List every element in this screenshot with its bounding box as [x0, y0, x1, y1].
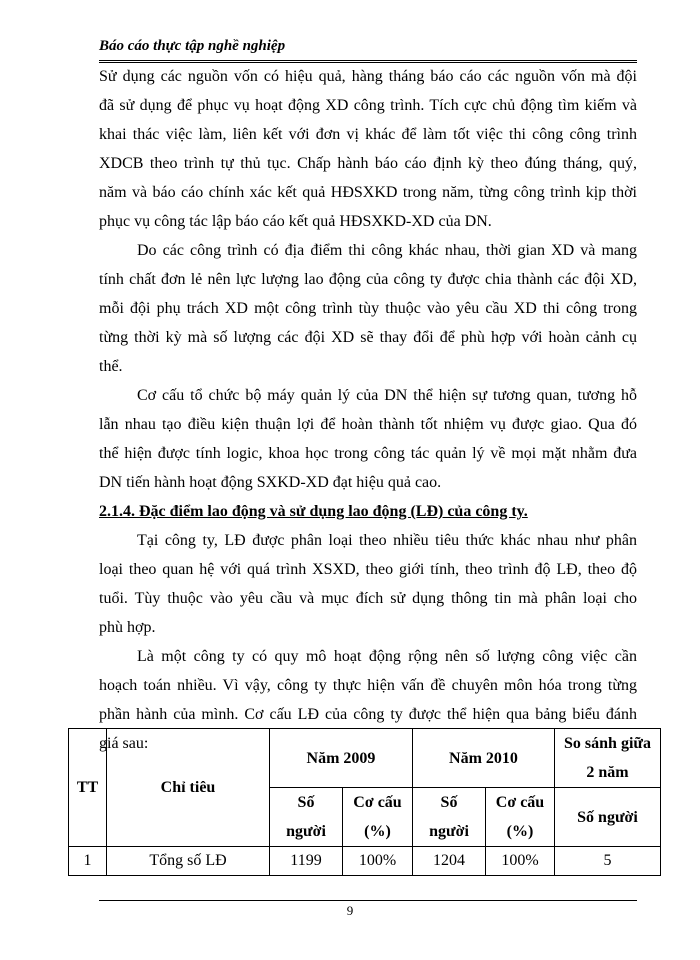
cell-co-cau-2009: 100% [343, 847, 413, 876]
text-line: từng thời kỳ mà số lượng các đội XD sẽ thay đổi để phù hợp với hoàn cảnh cụ [99, 329, 637, 346]
header-tt: TT [69, 729, 107, 847]
page-number: 9 [346, 903, 354, 918]
cell-so-nguoi-2009: 1199 [270, 847, 343, 876]
section-heading: 2.1.4. Đặc điểm lao động và sử dụng lao động (LĐ) của công ty. [99, 503, 528, 520]
text-line: Do các công trình có địa điểm thi công khác nhau, thời gian XD và mang [137, 242, 637, 259]
text-line: Tại công ty, LĐ được phân loại theo nhiều tiêu thức khác nhau như phân [137, 532, 637, 549]
header-co-cau-line1: Cơ cấu [353, 794, 402, 811]
document-body [99, 62, 637, 758]
header-co-cau-line2: (%) [506, 823, 534, 840]
text-line: giá sau: [99, 735, 149, 752]
text-line: tuổi. Tùy thuộc vào yêu cầu và mục đích sử dụng thông tin mà phân loại cho [99, 590, 637, 607]
header-so-nguoi-2010 [413, 788, 486, 847]
header-compare-line1: So sánh giữa [564, 735, 651, 752]
text-line: phù hợp. [99, 619, 156, 636]
paragraph-4 [99, 526, 637, 642]
paragraph-1 [99, 62, 637, 236]
page-header [99, 38, 637, 63]
text-line: DN tiến hành hoạt động SXKD-XD đạt hiệu quả cao. [99, 474, 442, 491]
header-year-2009: Năm 2009 [270, 729, 413, 788]
text-line: lẫn nhau tạo điều kiện thuận lợi để hoàn thành tốt nhiệm vụ được giao. Qua đó [99, 416, 637, 433]
text-line: loại theo quan hệ với quá trình XSXD, theo giới tính, theo trình độ LĐ, theo độ [99, 561, 637, 578]
labor-structure-table [68, 728, 661, 876]
text-line: mỗi đội phụ trách XD một công trình tùy thuộc vào yêu cầu XD thi công trong [99, 300, 637, 317]
table-row [69, 847, 661, 876]
header-chi-tieu: Chỉ tiêu [107, 729, 270, 847]
text-line: thể. [99, 358, 123, 375]
cell-chi-tieu: Tổng số LĐ [107, 847, 270, 876]
text-line: Cơ cấu tổ chức bộ máy quản lý của DN thể hiện sự tương quan, tương hỗ [137, 387, 637, 404]
header-co-cau-line2: (%) [364, 823, 391, 840]
paragraph-3 [99, 381, 637, 497]
header-so-nguoi-2009 [270, 788, 343, 847]
text-line: phục vụ công tác lập báo cáo kết quả HĐSXKD-XD của DN. [99, 213, 492, 230]
text-line: XDCB theo trình tự thủ tục. Chấp hành báo cáo định kỳ theo đúng tháng, quý, [99, 155, 637, 172]
text-line: tính chất đơn lẻ nên lực lượng lao động của công ty được chia thành các đội XD, [99, 271, 637, 288]
header-co-cau-2010 [486, 788, 555, 847]
cell-tt: 1 [69, 847, 107, 876]
header-compare [555, 729, 661, 788]
header-year-2010: Năm 2010 [413, 729, 555, 788]
header-so-nguoi-line2: người [286, 823, 326, 840]
header-compare-so-nguoi: Số người [555, 788, 661, 847]
text-line: khai thác việc làm, liên kết với đơn vị khác để làm tốt việc thi công công trình [99, 126, 637, 143]
text-line: Là một công ty có quy mô hoạt động rộng nên số lượng công việc cần [137, 648, 637, 665]
cell-compare: 5 [555, 847, 661, 876]
text-line: hoạch toán nhiều. Vì vậy, công ty thực hiện vấn đề chuyên môn hóa trong từng [99, 677, 637, 694]
footer-divider [99, 900, 637, 901]
text-line: phần hành của mình. Cơ cấu LĐ của công ty được thể hiện qua bảng biểu đánh [99, 706, 637, 723]
header-co-cau-line1: Cơ cấu [495, 794, 545, 811]
header-title: Báo cáo thực tập nghề nghiệp [99, 38, 286, 54]
header-compare-line2: 2 năm [586, 764, 629, 781]
text-line: đã sử dụng để phục vụ hoạt động XD công trình. Tích cực chủ động tìm kiếm và [99, 97, 637, 114]
cell-so-nguoi-2010: 1204 [413, 847, 486, 876]
header-so-nguoi-line1: Số [297, 794, 315, 811]
text-line: thể hiện được tính logic, khoa học trong công tác quản lý về mọi mặt nhằm đưa [99, 445, 637, 462]
header-so-nguoi-line2: người [429, 823, 469, 840]
text-line: năm và báo cáo chính xác kết quả HĐSXKD trong năm, từng công trình kịp thời [99, 184, 637, 201]
text-line: Sử dụng các nguồn vốn có hiệu quả, hàng tháng báo cáo các nguồn vốn mà đội [99, 68, 637, 85]
header-so-nguoi-line1: Số [440, 794, 458, 811]
header-co-cau-2009 [343, 788, 413, 847]
cell-co-cau-2010: 100% [486, 847, 555, 876]
paragraph-2 [99, 236, 637, 381]
